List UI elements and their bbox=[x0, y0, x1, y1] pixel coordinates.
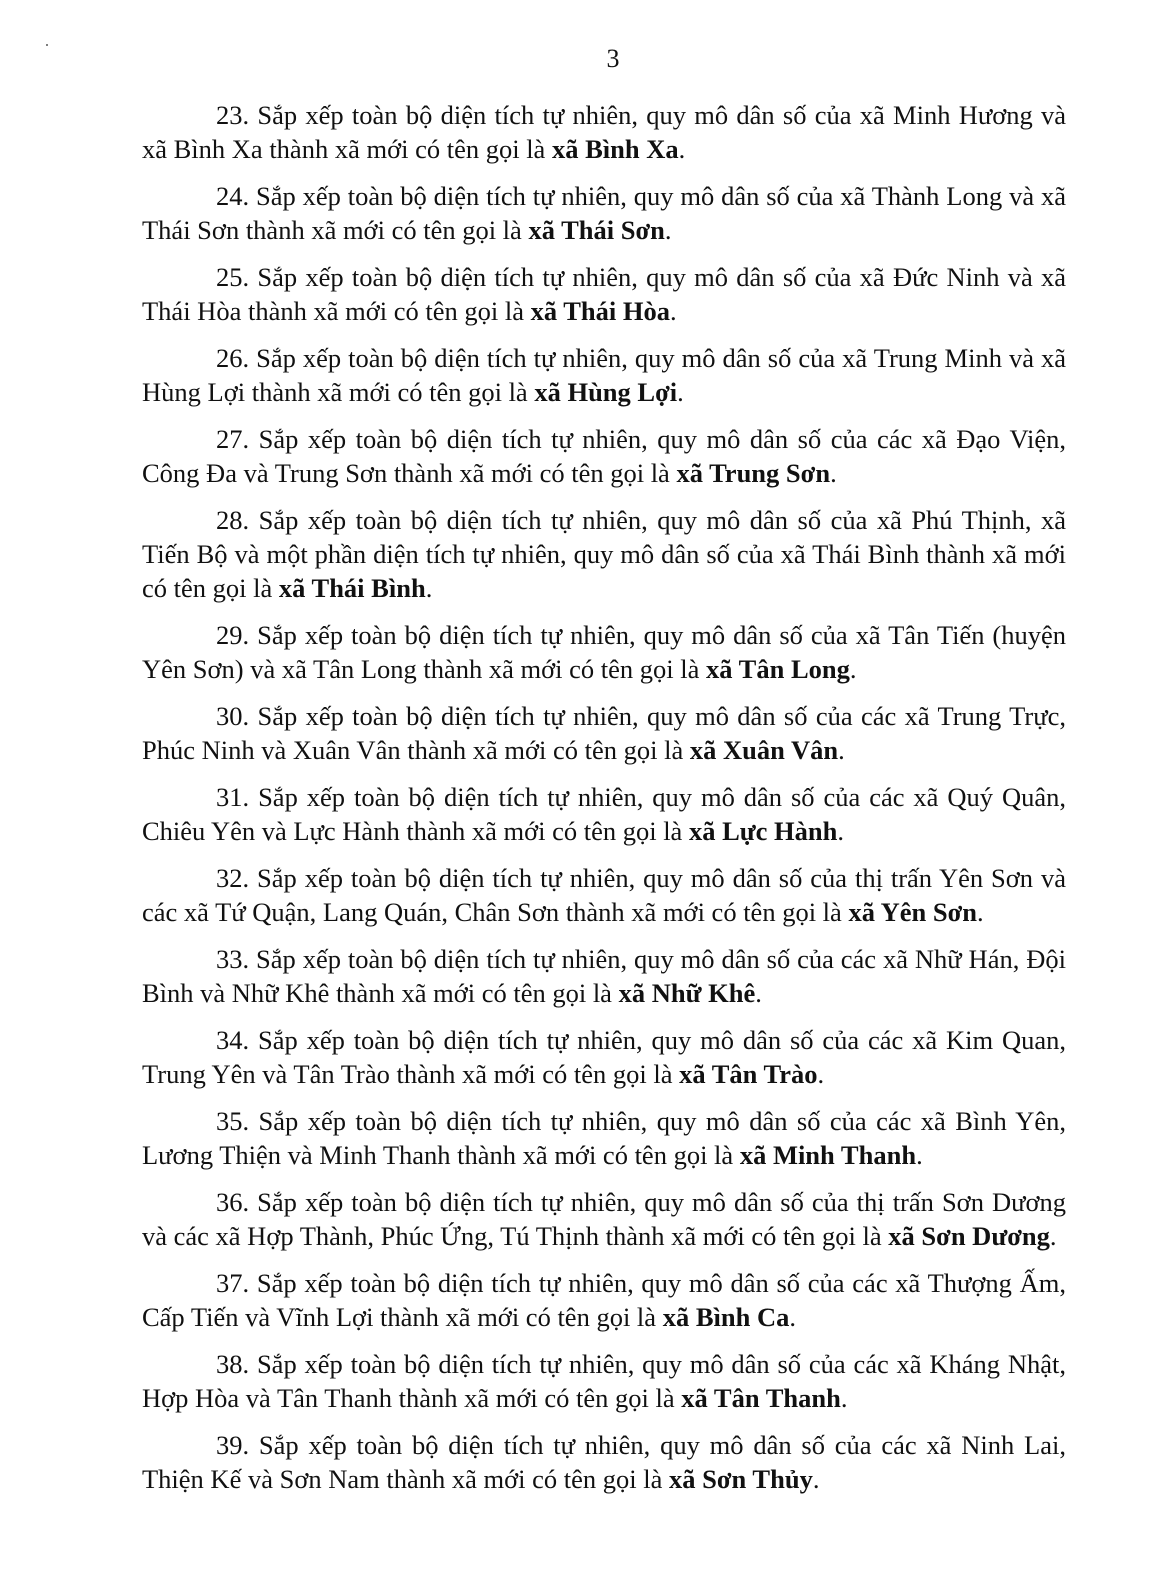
new-commune-name: xã Xuân Vân bbox=[689, 735, 839, 765]
item-text: 32. Sắp xếp toàn bộ diện tích tự nhiên, quy mô dân số của thị trấn Yên Sơn và các xã Tứ Quận, Lang Quán, Chân Sơn thành xã mới có tên gọi là bbox=[142, 863, 1066, 927]
new-commune-name: xã Tân Thanh bbox=[681, 1383, 841, 1413]
item-text: 36. Sắp xếp toàn bộ diện tích tự nhiên, quy mô dân số của thị trấn Sơn Dương và các xã Hợp Thành, Phúc Ứng, Tú Thịnh thành xã mới có tên gọi là bbox=[142, 1187, 1066, 1251]
new-commune-name: xã Sơn Thủy bbox=[669, 1464, 813, 1494]
new-commune-name: xã Trung Sơn bbox=[676, 458, 831, 488]
item-text: 26. Sắp xếp toàn bộ diện tích tự nhiên, quy mô dân số của xã Trung Minh và xã Hùng Lợi thành xã mới có tên gọi là bbox=[142, 343, 1066, 407]
item-text: 27. Sắp xếp toàn bộ diện tích tự nhiên, quy mô dân số của các xã Đạo Viện, Công Đa và Trung Sơn thành xã mới có tên gọi là bbox=[142, 424, 1066, 488]
list-item bbox=[142, 1104, 1066, 1172]
item-end-punctuation: . bbox=[838, 735, 845, 765]
new-commune-name: xã Minh Thanh bbox=[739, 1140, 917, 1170]
item-text: 31. Sắp xếp toàn bộ diện tích tự nhiên, quy mô dân số của các xã Quý Quân, Chiêu Yên và Lực Hành thành xã mới có tên gọi là bbox=[142, 782, 1066, 846]
list-item bbox=[142, 260, 1066, 328]
item-end-punctuation: . bbox=[678, 134, 686, 164]
list-item bbox=[142, 179, 1066, 247]
new-commune-name: xã Thái Hòa bbox=[530, 296, 671, 326]
item-end-punctuation: . bbox=[812, 1464, 820, 1494]
list-item bbox=[142, 1023, 1066, 1091]
new-commune-name: xã Hùng Lợi bbox=[534, 377, 678, 407]
item-end-punctuation: . bbox=[916, 1140, 923, 1170]
page-number: 3 bbox=[606, 44, 620, 73]
item-text: 30. Sắp xếp toàn bộ diện tích tự nhiên, quy mô dân số của các xã Trung Trực, Phúc Ninh và Xuân Vân thành xã mới có tên gọi là bbox=[142, 701, 1066, 765]
item-end-punctuation: . bbox=[677, 377, 684, 407]
new-commune-name: xã Yên Sơn bbox=[848, 897, 977, 927]
list-item bbox=[142, 1185, 1066, 1253]
list-item bbox=[142, 422, 1066, 490]
list-item bbox=[142, 780, 1066, 848]
item-end-punctuation: . bbox=[789, 1302, 796, 1332]
new-commune-name: xã Nhữ Khê bbox=[618, 978, 756, 1008]
item-text: 34. Sắp xếp toàn bộ diện tích tự nhiên, quy mô dân số của các xã Kim Quan, Trung Yên và Tân Trào thành xã mới có tên gọi là bbox=[142, 1025, 1066, 1089]
item-end-punctuation: . bbox=[664, 215, 672, 245]
list-item bbox=[142, 1347, 1066, 1415]
item-end-punctuation: . bbox=[849, 654, 857, 684]
new-commune-name: xã Thái Bình bbox=[278, 573, 426, 603]
list-item bbox=[142, 341, 1066, 409]
list-item bbox=[142, 618, 1066, 686]
new-commune-name: xã Lực Hành bbox=[688, 816, 838, 846]
item-end-punctuation: . bbox=[755, 978, 762, 1008]
list-item bbox=[142, 861, 1066, 929]
item-text: 37. Sắp xếp toàn bộ diện tích tự nhiên, quy mô dân số của các xã Thượng Ấm, Cấp Tiến và Vĩnh Lợi thành xã mới có tên gọi là bbox=[142, 1268, 1066, 1332]
new-commune-name: xã Tân Trào bbox=[679, 1059, 818, 1089]
item-text: 33. Sắp xếp toàn bộ diện tích tự nhiên, quy mô dân số của các xã Nhữ Hán, Đội Bình và Nhữ Khê thành xã mới có tên gọi là bbox=[142, 944, 1066, 1008]
new-commune-name: xã Thái Sơn bbox=[528, 215, 665, 245]
item-end-punctuation: . bbox=[830, 458, 837, 488]
item-text: 28. Sắp xếp toàn bộ diện tích tự nhiên, quy mô dân số của xã Phú Thịnh, xã Tiến Bộ và một phần diện tích tự nhiên, quy mô dân số của xã Thái Bình thành xã mới có tên gọi là bbox=[142, 505, 1066, 603]
item-text: 29. Sắp xếp toàn bộ diện tích tự nhiên, quy mô dân số của xã Tân Tiến (huyện Yên Sơn) và xã Tân Long thành xã mới có tên gọi là bbox=[142, 620, 1066, 684]
item-end-punctuation: . bbox=[840, 1383, 848, 1413]
item-text: 39. Sắp xếp toàn bộ diện tích tự nhiên, quy mô dân số của các xã Ninh Lai, Thiện Kế và Sơn Nam thành xã mới có tên gọi là bbox=[142, 1430, 1066, 1494]
list-item bbox=[142, 699, 1066, 767]
item-text: 38. Sắp xếp toàn bộ diện tích tự nhiên, quy mô dân số của các xã Kháng Nhật, Hợp Hòa và Tân Thanh thành xã mới có tên gọi là bbox=[142, 1349, 1066, 1413]
document-body bbox=[142, 98, 1066, 1509]
item-text: 25. Sắp xếp toàn bộ diện tích tự nhiên, quy mô dân số của xã Đức Ninh và xã Thái Hòa thành xã mới có tên gọi là bbox=[142, 262, 1066, 326]
item-text: 24. Sắp xếp toàn bộ diện tích tự nhiên, quy mô dân số của xã Thành Long và xã Thái Sơn thành xã mới có tên gọi là bbox=[142, 181, 1066, 245]
new-commune-name: xã Bình Xa bbox=[551, 134, 679, 164]
list-item bbox=[142, 98, 1066, 166]
new-commune-name: xã Tân Long bbox=[706, 654, 850, 684]
new-commune-name: xã Bình Ca bbox=[662, 1302, 790, 1332]
item-end-punctuation: . bbox=[670, 296, 677, 326]
item-end-punctuation: . bbox=[1049, 1221, 1057, 1251]
list-item bbox=[142, 503, 1066, 605]
item-end-punctuation: . bbox=[425, 573, 433, 603]
list-item bbox=[142, 1428, 1066, 1496]
list-item bbox=[142, 942, 1066, 1010]
item-end-punctuation: . bbox=[977, 897, 984, 927]
item-end-punctuation: . bbox=[817, 1059, 825, 1089]
new-commune-name: xã Sơn Dương bbox=[888, 1221, 1050, 1251]
item-end-punctuation: . bbox=[837, 816, 845, 846]
list-item bbox=[142, 1266, 1066, 1334]
item-text: 35. Sắp xếp toàn bộ diện tích tự nhiên, quy mô dân số của các xã Bình Yên, Lương Thiện và Minh Thanh thành xã mới có tên gọi là bbox=[142, 1106, 1066, 1170]
item-text: 23. Sắp xếp toàn bộ diện tích tự nhiên, quy mô dân số của xã Minh Hương và xã Bình Xa thành xã mới có tên gọi là bbox=[142, 100, 1066, 164]
